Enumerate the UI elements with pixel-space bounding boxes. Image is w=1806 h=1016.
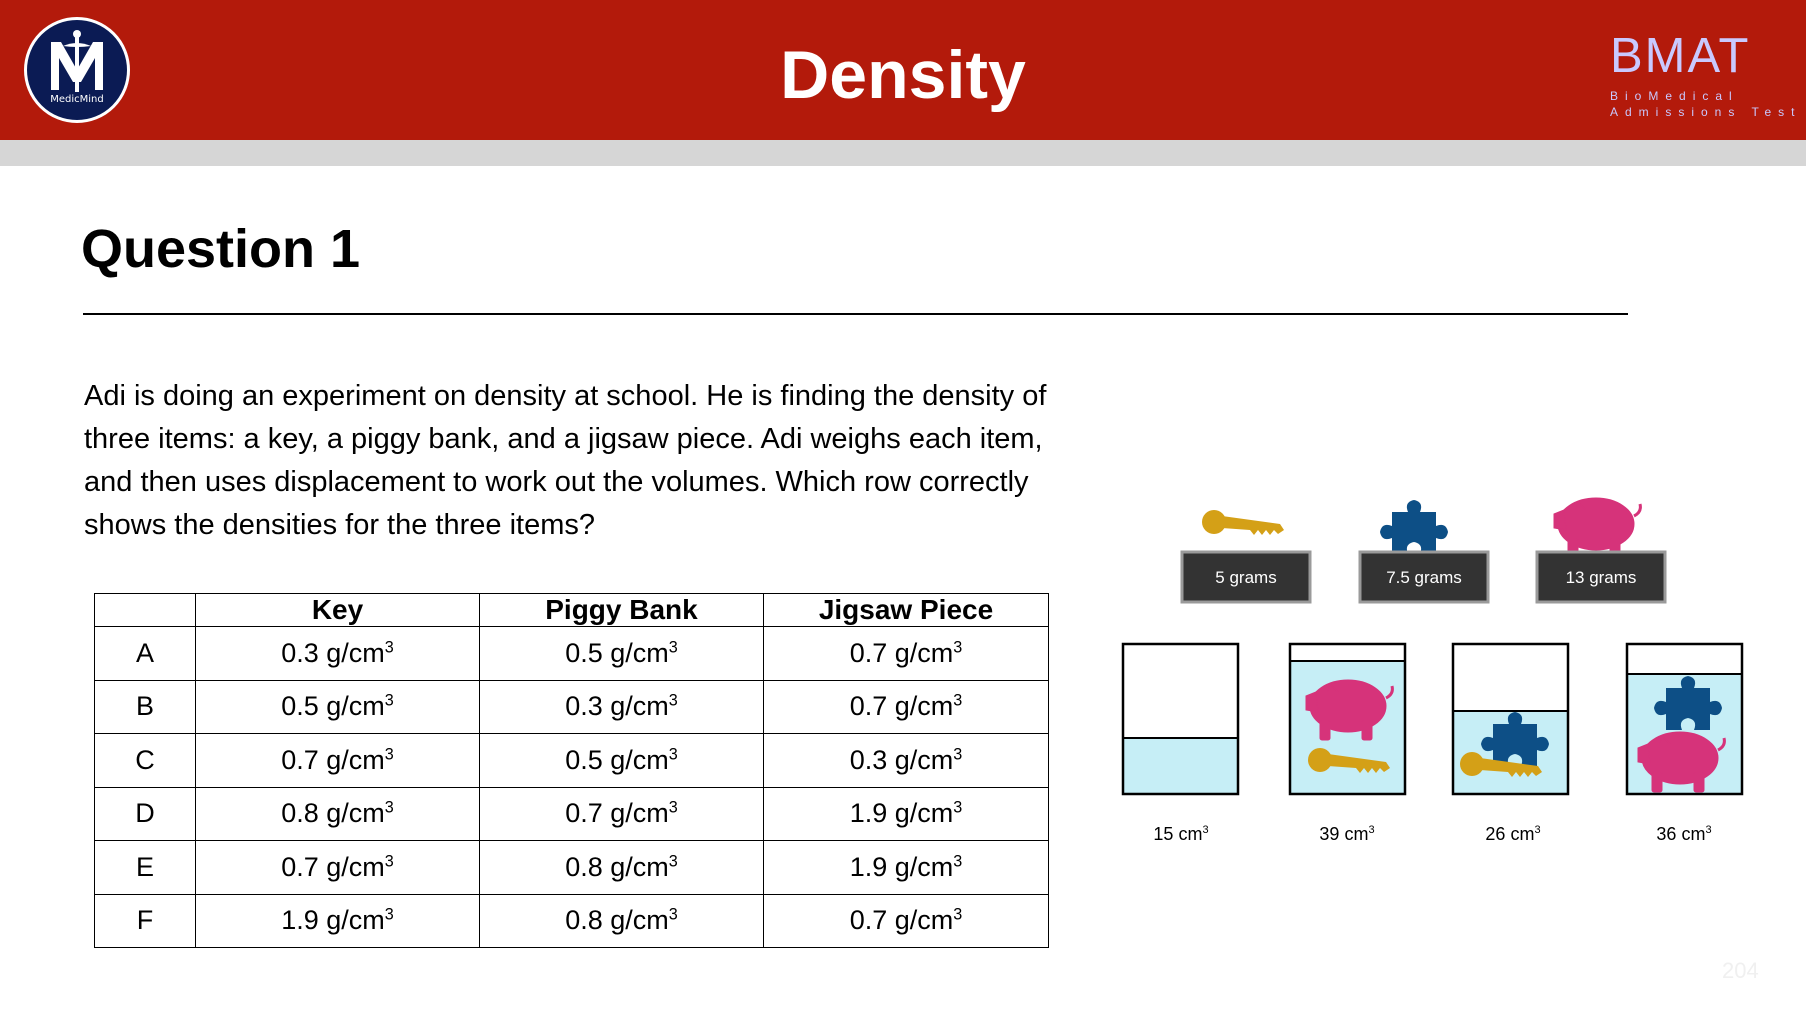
row-label: E [95,841,196,895]
header-cell-jigsaw-piece: Jigsaw Piece [764,594,1049,627]
beaker-pig-and-key [1290,644,1405,794]
density-value: 1.9 [849,851,888,882]
piggy-bank-icon [1554,498,1640,558]
bmat-subtitle-line2: Admissions Test [1610,105,1802,119]
density-unit: g/cm [894,798,954,829]
density-value: 0.7 [849,691,888,722]
density-value: 0.7 [565,798,603,829]
row-label: B [95,680,196,734]
key-on-scale [1202,510,1284,535]
density-cell-key [196,627,480,681]
density-cell-jigsaw-piece [764,680,1049,734]
weight-text-puzzle: 7.5 grams [1386,568,1462,587]
density-cell-jigsaw-piece [764,627,1049,681]
density-cell-piggy-bank [480,627,764,681]
header-cell-blank [95,594,196,627]
volume-label-2: 39 $cm^3$ [1319,824,1375,844]
logo-text: MedicMind [50,94,104,105]
density-value: 0.7 [281,851,319,882]
density-unit: g/cm [894,905,954,936]
unit-exponent: 3 [953,745,963,764]
density-value: 0.5 [565,744,603,775]
density-value: 0.5 [281,691,319,722]
density-unit: g/cm [610,744,669,775]
density-value: 0.8 [281,798,319,829]
density-cell-jigsaw-piece [764,894,1049,948]
density-unit: g/cm [326,744,385,775]
unit-exponent: 3 [953,852,963,871]
row-label: D [95,787,196,841]
density-value: 1.9 [281,905,319,936]
density-unit: g/cm [610,798,669,829]
density-cell-key [196,841,480,895]
pig-on-scale [1554,498,1640,558]
density-cell-jigsaw-piece [764,734,1049,788]
title-rule [83,313,1628,315]
weight-label-puzzle [1360,552,1488,602]
row-label: F [95,894,196,948]
density-cell-piggy-bank [480,680,764,734]
unit-exponent: 3 [384,745,394,764]
density-unit: g/cm [326,691,385,722]
beaker-puzzle-and-pig [1627,644,1742,794]
density-unit: g/cm [894,851,954,882]
page-number-watermark: 204 [1722,958,1759,983]
table-row [95,734,1049,788]
density-cell-piggy-bank [480,734,764,788]
density-value: 0.7 [849,637,888,668]
density-unit: g/cm [326,637,385,668]
puzzle-on-scale [1380,500,1448,554]
density-unit: g/cm [610,851,669,882]
density-unit: g/cm [610,637,669,668]
density-cell-key [196,680,480,734]
volume-label-3: 26 $cm^3$ [1485,824,1541,844]
unit-exponent: 3 [668,798,678,817]
question-title: Question 1 [81,219,361,279]
density-value: 0.8 [565,851,603,882]
row-label: C [95,734,196,788]
page-title: Density [780,37,1026,113]
unit-exponent: 3 [384,905,394,924]
bmat-wordmark: BMAT [1610,29,1751,83]
unit-exponent: 3 [384,691,394,710]
unit-exponent: 3 [953,905,963,924]
weight-text-key: 5 grams [1215,568,1277,587]
table-row [95,680,1049,734]
density-cell-jigsaw-piece [764,787,1049,841]
key-icon [1202,510,1284,535]
unit-exponent: 3 [953,691,963,710]
density-value: 0.3 [565,691,603,722]
volume-label-1: 15 $cm^3$ [1153,824,1209,844]
unit-exponent: 3 [668,638,678,657]
weight-text-pig: 13 grams [1565,568,1637,587]
header-cell-piggy-bank: Piggy Bank [480,594,764,627]
density-value: 1.9 [849,798,888,829]
jigsaw-piece-icon [1380,500,1448,554]
weight-label-pig [1537,552,1665,602]
table-row [95,894,1049,948]
density-value: 0.3 [849,744,888,775]
header-cell-key: Key [196,594,480,627]
beaker-water-only [1123,644,1238,794]
unit-exponent: 3 [384,852,394,871]
density-unit: g/cm [894,637,954,668]
unit-exponent: 3 [668,852,678,871]
question-text: Adi is doing an experiment on density at school. He is finding the density of three items: a key, a piggy bank, and a jigsaw piece. Adi weighs each item, and then uses displacement to work out the volumes. Which row correctly shows the densities for the three items? [84,380,1047,541]
density-value: 0.7 [849,905,888,936]
density-cell-key [196,787,480,841]
unit-exponent: 3 [668,905,678,924]
unit-exponent: 3 [384,798,394,817]
density-cell-key [196,894,480,948]
density-unit: g/cm [610,691,669,722]
unit-exponent: 3 [953,798,963,817]
density-value: 0.3 [281,637,319,668]
beaker-puzzle-and-key [1453,644,1568,794]
unit-exponent: 3 [668,745,678,764]
density-unit: g/cm [326,905,385,936]
table-row [95,787,1049,841]
unit-exponent: 3 [668,691,678,710]
row-label: A [95,627,196,681]
density-cell-piggy-bank [480,894,764,948]
bmat-brand [1610,30,1806,120]
density-unit: g/cm [326,798,385,829]
header-bar [0,0,1806,140]
density-value: 0.7 [281,744,319,775]
density-value: 0.5 [565,637,603,668]
density-unit: g/cm [326,851,385,882]
header-divider-strip [0,140,1806,166]
density-unit: g/cm [610,905,669,936]
weight-label-key [1182,552,1310,602]
volume-label-4: 36 $cm^3$ [1656,824,1712,844]
answer-table [94,593,1049,948]
table-header-row [95,594,1049,627]
unit-exponent: 3 [953,638,963,657]
density-experiment-figure [1110,480,1770,860]
table-row [95,627,1049,681]
bmat-subtitle-line1: BioMedical [1610,89,1739,103]
density-cell-key [196,734,480,788]
density-cell-jigsaw-piece [764,841,1049,895]
density-value: 0.8 [565,905,603,936]
density-cell-piggy-bank [480,841,764,895]
density-unit: g/cm [894,691,954,722]
density-unit: g/cm [894,744,954,775]
unit-exponent: 3 [384,638,394,657]
table-row [95,841,1049,895]
density-cell-piggy-bank [480,787,764,841]
